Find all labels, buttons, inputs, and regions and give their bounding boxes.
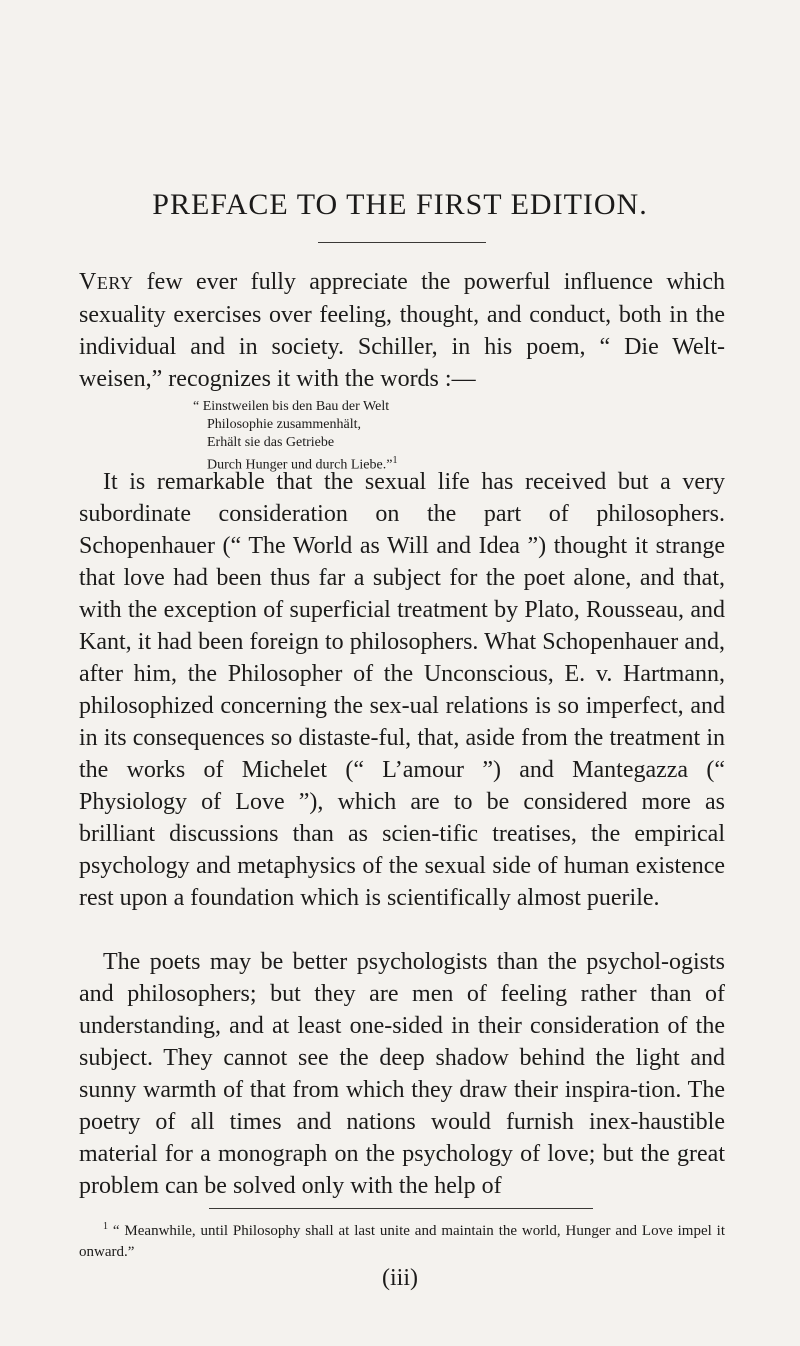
page-number: (iii)	[382, 1265, 418, 1291]
verse-line-2: Philosophie zusammenhält,	[207, 417, 361, 432]
verse-line-1: “ Einstweilen bis den Bau der Welt	[193, 399, 390, 414]
verse-line-4: Durch Hunger und durch Liebe.”	[207, 457, 393, 473]
page-title: PREFACE TO THE FIRST EDITION.	[152, 188, 648, 222]
paragraph-poets: The poets may be better psychologists than the psychol-ogists and philosophers; but they are men of feeling rather than of understanding, and at least one-sided in their consideration of the subject. They cannot see the deep shadow behind the light and sunny warmth of that from which they draw their inspira-tion. The poetry of all times and nations would furnish inex-haustible material for a monograph on the psychology of love; but the great problem can be solved only with the help of	[79, 949, 725, 1199]
footnote-divider	[209, 1208, 593, 1209]
paragraph-intro-text: few ever fully appreciate the powerful influence which sexuality exercises over feeling, thought, and conduct, both in the individual and in society. Schiller, in his poem, “ Die Welt-weisen,” recognizes it with the words :—	[79, 269, 725, 392]
paragraph-intro	[79, 266, 725, 395]
footnote-ref: 1	[392, 455, 398, 466]
title-divider	[318, 242, 486, 243]
smallcaps-initial: V	[79, 269, 97, 295]
footnote-text: “ Meanwhile, until Philosophy shall at last unite and maintain the world, Hunger and Love impel it onward.”	[79, 1223, 725, 1260]
quoted-verse	[193, 398, 397, 475]
footnote-number: 1	[103, 1221, 108, 1232]
smallcaps-rest: ERY	[96, 273, 134, 293]
verse-line-3: Erhält sie das Getriebe	[207, 435, 335, 450]
footnote	[79, 1216, 725, 1263]
paragraph-philosophers: It is remarkable that the sexual life has received but a very subordinate consideration on the part of philosophers. Schopenhauer (“ The World as Will and Idea ”) thought it strange that love had been thus far a subject for the poet alone, and that, with the exception of superficial treatment by Plato, Rousseau, and Kant, it had been foreign to philosophers. What Schopenhauer and, after him, the Philosopher of the Unconscious, E. v. Hartmann, philosophized concerning the sex-ual relations is so imperfect, and in its consequences so distaste-ful, that, aside from the treatment in the works of Michelet (“ L’amour ”) and Mantegazza (“ Physiology of Love ”), which are to be considered more as brilliant discussions than as scien-tific treatises, the empirical psychology and metaphysics of the sexual side of human existence rest upon a foundation which is scientifically almost puerile.	[79, 469, 725, 911]
